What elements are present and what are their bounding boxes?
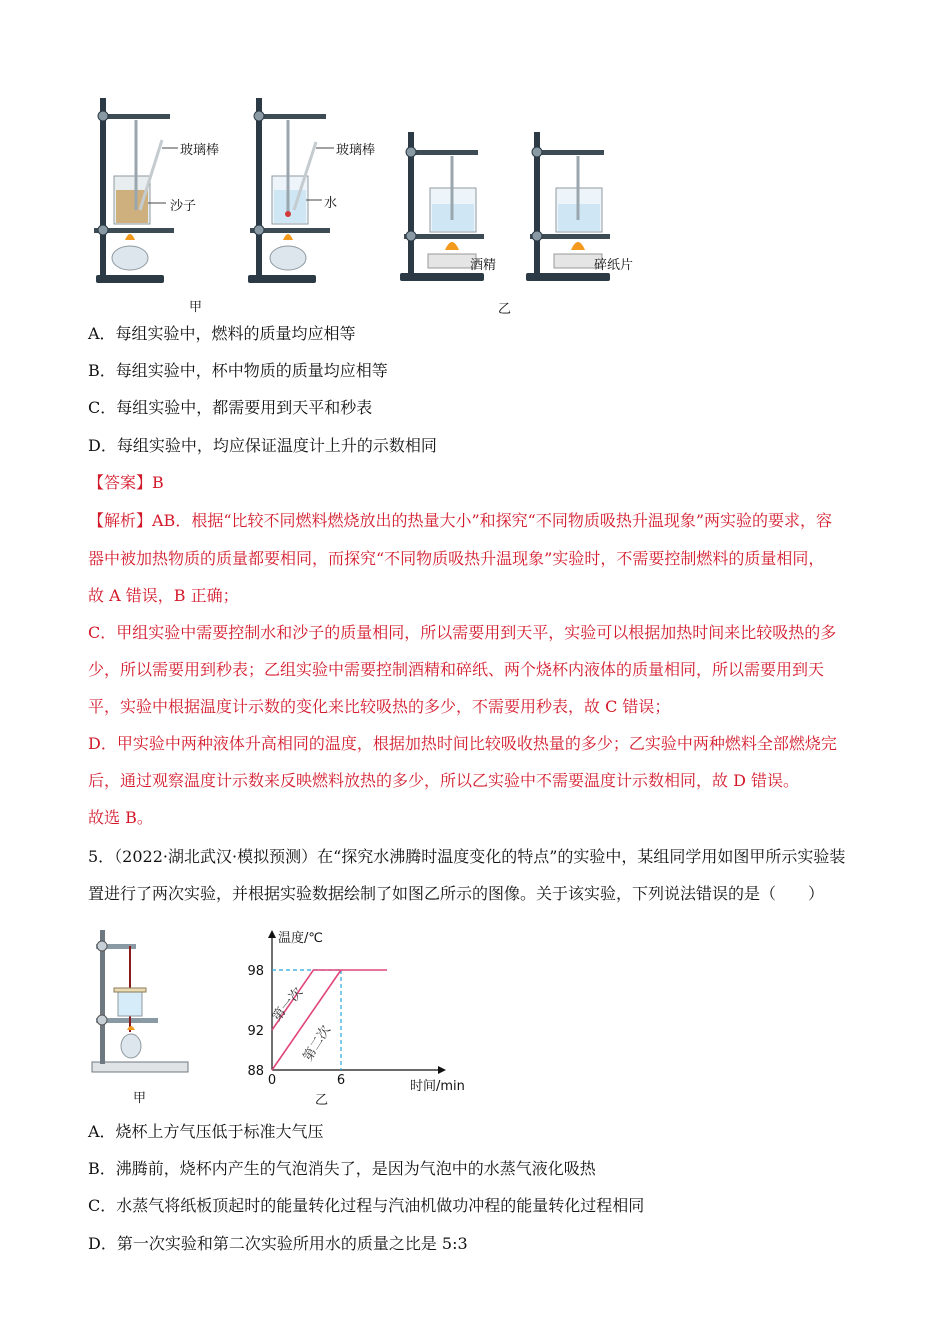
series-label-1: 第一次 [269,985,307,1025]
caption-yi-top: 乙 [498,302,512,317]
q4-analysis-line: 后，通过观察温度计示数来反映燃料放热的多少，所以乙实验中不需要温度计示数相同，故 D 错误。 [88,771,800,790]
stand-2 [248,98,334,283]
label-glass-rod-2: 玻璃棒 [336,143,376,158]
q4-analysis-line: 故 A 错误，B 正确； [88,586,239,605]
label-sand: 沙子 [170,199,197,214]
q5-option-d: D．第一次实验和第二次实验所用水的质量之比是 5:3 [88,1234,468,1253]
q4-analysis-line: 平，实验中根据温度计示数的变化来比较吸热的多少，不需要用秒表，故 C 错误； [88,697,671,716]
q4-analysis-line: C．甲组实验中需要控制水和沙子的质量相同，所以需要用到天平，实验可以根据加热时间来比较吸热的多 [88,623,837,642]
x-axis-label: 时间/min [410,1079,465,1094]
q4-option-b: B．每组实验中，杯中物质的质量均应相等 [88,361,388,380]
x-axis-arrow [438,1066,446,1074]
label-glass-rod-1: 玻璃棒 [180,143,220,158]
y-axis-label: 温度/℃ [278,931,323,946]
y-tick-label: 98 [247,964,264,979]
q4-answer: 【答案】B [88,473,164,492]
label-water: 水 [324,196,338,211]
q4-analysis-line: 少，所以需要用到秒表；乙组实验中需要控制酒精和碎纸、两个烧杯内液体的质量相同，所以需要用到天 [88,660,825,679]
q4-option-a: A．每组实验中，燃料的质量均应相等 [88,324,356,343]
boiling-apparatus-figure [88,922,198,1092]
q4-analysis-line: 器中被加热物质的质量都要相同，而探究“不同物质吸热升温现象”实验时，不需要控制燃料的质量相同， [88,549,825,568]
q4-analysis-line: 【解析】AB．根据“比较不同燃料燃烧放出的热量大小”和探究“不同物质吸热升温现象”两实验的要求，容 [88,511,833,530]
stand-1 [94,98,178,283]
label-alcohol: 酒精 [470,258,497,273]
q5-option-a: A．烧杯上方气压低于标准大气压 [88,1122,324,1141]
q5-option-c: C．水蒸气将纸板顶起时的能量转化过程与汽油机做功冲程的能量转化过程相同 [88,1196,645,1215]
y-tick-label: 88 [247,1064,264,1079]
q4-option-d: D．每组实验中，均应保证温度计上升的示数相同 [88,436,437,455]
caption-jia-bottom: 甲 [133,1091,147,1106]
y-axis-arrow [268,930,276,938]
series-label-2: 第二次 [300,1023,335,1065]
q5-stem-line: 置进行了两次实验，并根据实验数据绘制了如图乙所示的图像。关于该实验，下列说法错误的是（ ） [88,884,825,903]
q4-analysis-line: 故选 B。 [88,808,153,827]
q4-option-c: C．每组实验中，都需要用到天平和秒表 [88,398,373,417]
q4-analysis-line: D．甲实验中两种液体升高相同的温度，根据加热时间比较吸收热量的多少；乙实验中两种燃料全部燃烧完 [88,734,837,753]
x-tick-label: 6 [336,1073,346,1088]
q5-stem-line: 5．（2022·湖北武汉·模拟预测）在“探究水沸腾时温度变化的特点”的实验中，某组同学用如图甲所示实验装 [88,847,846,866]
caption-yi-bottom: 乙 [315,1093,329,1108]
caption-jia-top: 甲 [189,300,203,315]
temperature-time-chart [240,926,480,1096]
q5-option-b: B．沸腾前，烧杯内产生的气泡消失了，是因为气泡中的水蒸气液化吸热 [88,1159,596,1178]
x-tick-label: 0 [267,1073,277,1088]
y-tick-label: 92 [247,1024,264,1039]
label-paper: 碎纸片 [594,258,634,273]
